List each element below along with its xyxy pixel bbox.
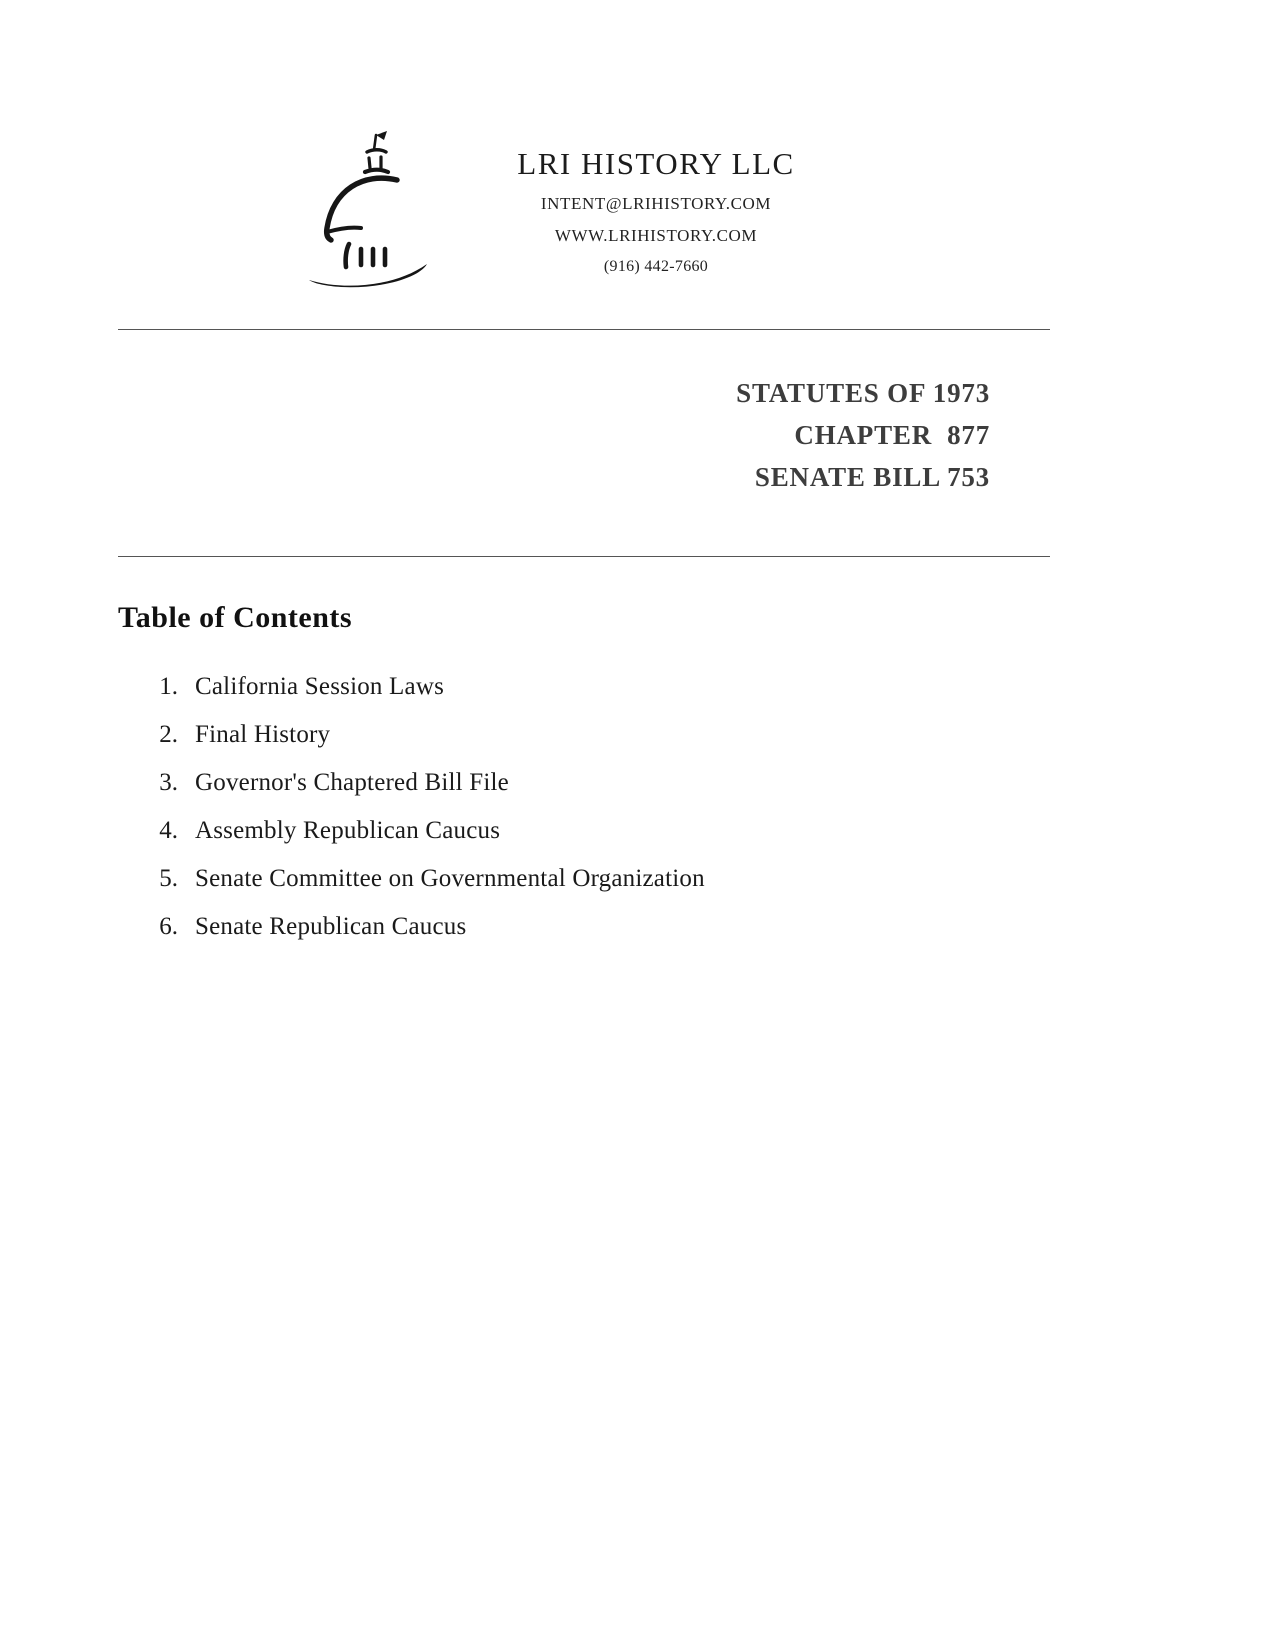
chapter-line: CHAPTER 877 [794,420,990,450]
middle-divider [118,556,1050,557]
company-name: LRI HISTORY LLC [517,146,795,181]
senate-bill-line: SENATE BILL 753 [754,462,990,492]
toc-item [118,817,1050,844]
statutes-line: STATUTES OF 1973 [736,378,990,408]
toc-list [118,673,1050,940]
toc-item [118,673,1050,700]
toc-item [118,913,1050,940]
toc-item [118,769,1050,796]
email-line: INTENT@LRIHISTORY.COM [540,194,772,213]
page-content [0,128,1276,940]
contact-block [491,146,821,276]
toc-item-label: California Session Laws [195,673,445,700]
toc-item-number: 4. [159,817,178,844]
top-divider [118,329,1050,330]
toc-item [118,865,1050,892]
website-line: WWW.LRIHISTORY.COM [554,226,758,245]
toc-item-number: 1. [159,673,178,700]
toc-item-label: Governor's Chaptered Bill File [195,769,509,796]
toc-item [118,721,1050,748]
toc-item-label: Senate Committee on Governmental Organization [195,865,705,892]
toc-item-number: 3. [159,769,178,796]
statutes-title-block [118,372,1050,498]
toc-item-number: 2. [159,721,178,748]
capitol-dome-logo [301,128,449,293]
phone-line: (916) 442-7660 [603,258,709,275]
toc-heading: Table of Contents [118,601,353,634]
toc-item-number: 6. [159,913,178,940]
letterhead [301,128,1050,293]
toc-item-label: Assembly Republican Caucus [195,817,501,844]
toc-item-label: Senate Republican Caucus [195,913,467,940]
toc-item-label: Final History [195,721,331,748]
toc-item-number: 5. [159,865,178,892]
